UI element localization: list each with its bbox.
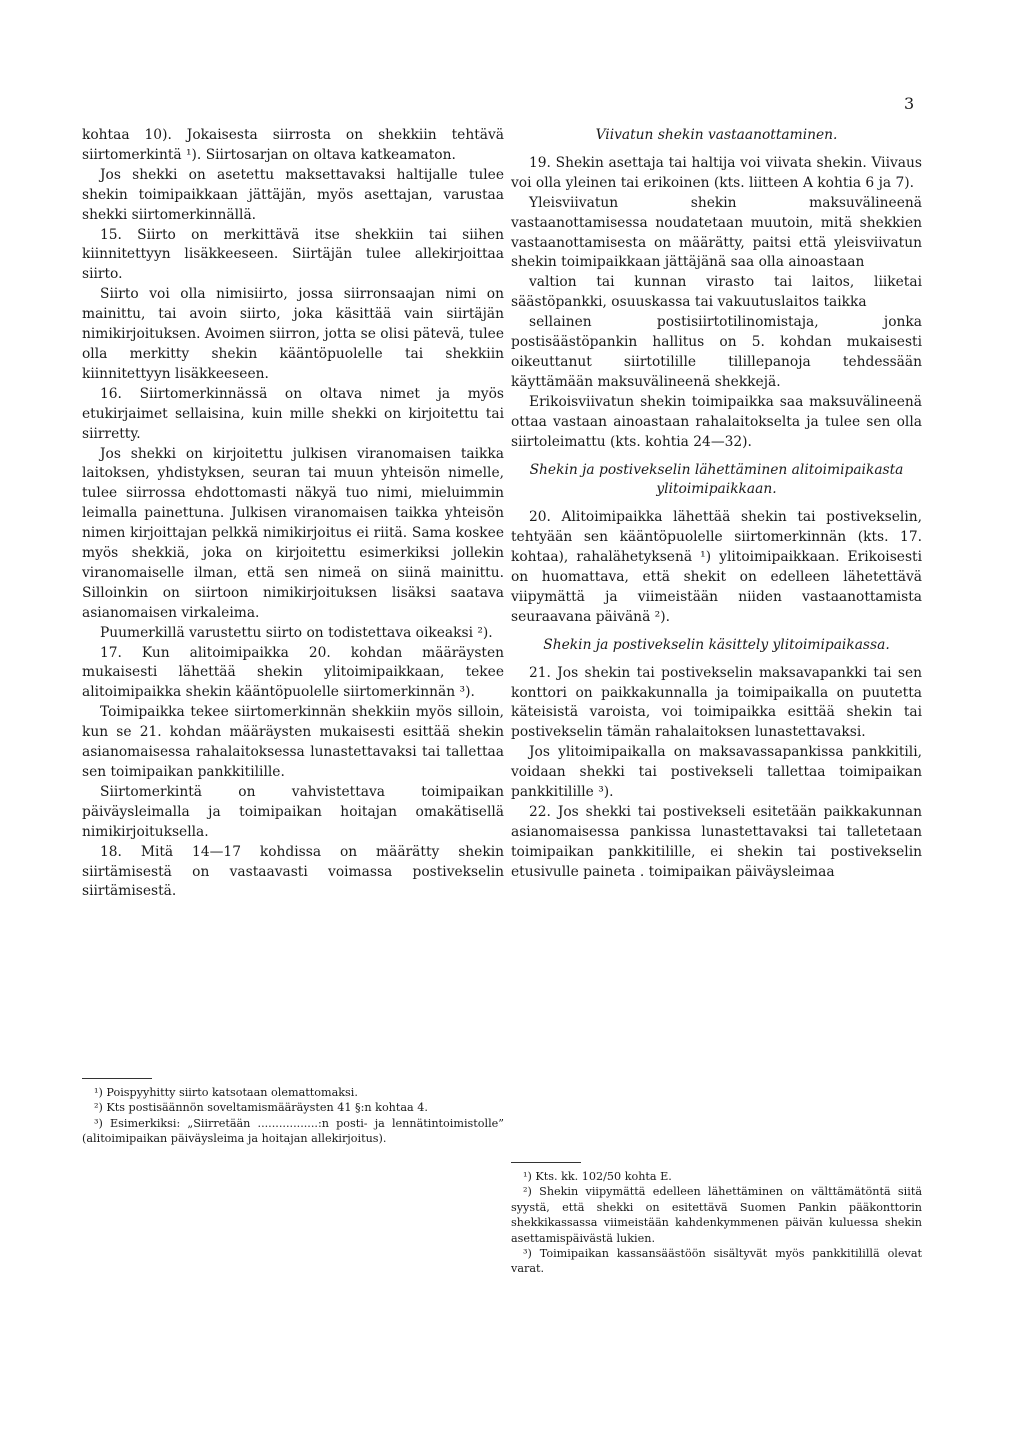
footnote: ²) Kts postisäännön soveltamismääräysten 41 §:n kohtaa 4. xyxy=(94,1101,428,1115)
paragraph: 18. Mitä 14—17 kohdissa on määrätty shekin siirtämisestä on vastaavasti voimassa postivekselin siirtämisestä. xyxy=(82,843,504,900)
paragraph: Toimipaikka tekee siirtomerkinnän shekkiin myös silloin, kun se 21. kohdan määräysten mukaisesti esittää shekin asianomaisessa rahalaitoksessa lunastettavaksi tai tallettaa sen toimipaikan pankkitilille. xyxy=(82,704,504,780)
left-footnotes xyxy=(82,1078,504,1147)
paragraph: valtion tai kunnan virasto tai laitos, liiketai säästöpankki, osuuskassa tai vakuutuslaitos taikka xyxy=(511,274,922,311)
footnote: ³) Toimipaikan kassansäästöön sisältyvät myös pankkitilillä olevat varat. xyxy=(511,1247,922,1276)
section-heading: Shekin ja postivekselin käsittely ylitoimipaikassa. xyxy=(543,636,890,653)
footnote-divider xyxy=(511,1162,581,1163)
left-column xyxy=(82,126,504,902)
paragraph: sellainen postisiirtotilinomistaja, jonka postisäästöpankin hallitus on 5. kohdan mukaisesti oikeuttanut siirtotilille tilillepanoja tehdessään käyttämään maksuvälineenä shekkejä. xyxy=(511,314,922,390)
paragraph: Erikoisviivatun shekin toimipaikka saa maksuvälineenä ottaa vastaan ainoastaan rahalaitokselta ja tulee sen olla siirtoleimattu (kts. kohtia 24—32). xyxy=(511,393,922,450)
paragraph: 16. Siirtomerkinnässä on oltava nimet ja myös etukirjaimet sellaisina, kuin mille shekki on kirjoitettu tai siirretty. xyxy=(82,385,504,442)
footnote: ¹) Kts. kk. 102/50 kohta E. xyxy=(523,1170,672,1183)
paragraph: Jos ylitoimipaikalla on maksavassapankissa pankkitili, voidaan shekki tai postivekseli tallettaa toimipaikan pankkitilille ³). xyxy=(511,744,922,801)
paragraph: Puumerkillä varustettu siirto on todistettava oikeaksi ²). xyxy=(100,624,493,641)
paragraph: kohtaa 10). Jokaisesta siirrosta on shekkiin tehtävä siirtomerkintä ¹). Siirtosarjan on oltava katkeamaton. xyxy=(82,127,504,163)
page-number: 3 xyxy=(904,94,915,113)
paragraph: 19. Shekin asettaja tai haltija voi viivata shekin. Viivaus voi olla yleinen tai erikoinen (kts. liitteen A kohtia 6 ja 7). xyxy=(511,154,922,191)
paragraph: Siirtomerkintä on vahvistettava toimipaikan päiväysleimalla ja toimipaikan hoitajan omakätisellä nimikirjoituksella. xyxy=(82,783,504,840)
paragraph: 21. Jos shekin tai postivekselin maksavapankki tai sen konttori on paikkakunnalla ja toimipaikalla on puutetta käteisistä varoista, voi toimipaikka esittää shekin tai postivekselin tämän rahalaitoksen lunastettavaksi. xyxy=(511,664,922,741)
paragraph: Jos shekki on asetettu maksettavaksi haltijalle tulee shekin toimipaikkaan jättäjän, myös asettajan, varustaa shekki siirtomerkinnällä. xyxy=(82,166,504,223)
footnote: ³) Esimerkiksi: „Siirretään .................:n posti- ja lennätintoimistolle” (alitoimipaikan päiväysleima ja hoitajan allekirjoitus). xyxy=(82,1116,504,1146)
footnote: ¹) Poispyyhitty siirto katsotaan olemattomaksi. xyxy=(94,1086,358,1099)
paragraph: 22. Jos shekki tai postivekseli esitetään paikkakunnan asianomaisessa pankissa lunastettavaksi tai talletetaan toimipaikan pankkitilille, ei shekin tai postivekselin etusivulle paineta . toimipaikan päiväysleimaa xyxy=(511,804,922,880)
paragraph: Yleisviivatun shekin maksuvälineenä vastaanottamisessa noudatetaan muutoin, mitä shekkien vastaanottamisesta on määrätty, paitsi että yleisviivatun shekin toimipaikkaan jättäjänä saa olla ainoastaan xyxy=(511,194,922,271)
paragraph: 20. Alitoimipaikka lähettää shekin tai postivekselin, tehtyään sen kääntöpuolelle siirtomerkinnän (kts. 17. kohtaa), rahalähetyksenä ¹) ylitoimipaikkaan. Erikoisesti on huomattava, että shekit on edelleen lähetettävä viipymättä ja viimeistään niiden vastaanottamista seuraavana päivänä ²). xyxy=(511,509,922,625)
section-heading: Viivatun shekin vastaanottaminen. xyxy=(595,127,838,143)
paragraph: Siirto voi olla nimisiirto, jossa siirronsaajan nimi on mainittu, tai avoin siirto, joka käsittää vain siirtäjän nimikirjoituksen. Avoimen siirron, jotta se olisi pätevä, tulee olla merkitty shekin kääntöpuolelle tai shekkiin kiinnitettyyn lisäkkeeseen. xyxy=(82,286,505,382)
paragraph: Jos shekki on kirjoitettu julkisen viranomaisen taikka laitoksen, yhdistyksen, seuran tai muun yhteisön nimelle, tulee siirrossa ehdottomasti näkyä tuo nimi, mieluimmin leimalla painettuna. Julkisen viranomaisen taikka yhteisön nimen kirjoittajan pelkkä nimikirjoitus ei riitä. Sama koskee myös shekkiä, joka on kirjoitettu esimerkiksi jollekin viranomaiselle ilman, että sen nimeä on siinä mainittu. Silloinkin on siirtoon nimikirjoituksen lisäksi saatava asianomaisen virkaleima. xyxy=(82,445,504,621)
right-column xyxy=(511,126,922,883)
paragraph: 15. Siirto on merkittävä itse shekkiin tai siihen kiinnitettyyn lisäkkeeseen. Siirtäjän tulee allekirjoittaa siirto. xyxy=(82,226,504,283)
footnote: ²) Shekin viipymättä edelleen lähettäminen on välttämätöntä siitä syystä, että shekki on esitettävä Suomen Pankin pääkonttorin shekkikassassa viimeistään kahdenkymmenen päivän kuluessa shekin asettamispäivästä lukien. xyxy=(511,1185,922,1245)
footnote-divider xyxy=(82,1078,152,1079)
section-heading: Shekin ja postivekselin lähettäminen alitoimipaikasta ylitoimipaikkaan. xyxy=(529,461,904,498)
paragraph: 17. Kun alitoimipaikka 20. kohdan määräysten mukaisesti lähettää shekin ylitoimipaikkaan, tekee alitoimipaikka shekin kääntöpuolelle siirtomerkinnän ³). xyxy=(82,644,504,701)
right-footnotes xyxy=(511,1162,922,1277)
